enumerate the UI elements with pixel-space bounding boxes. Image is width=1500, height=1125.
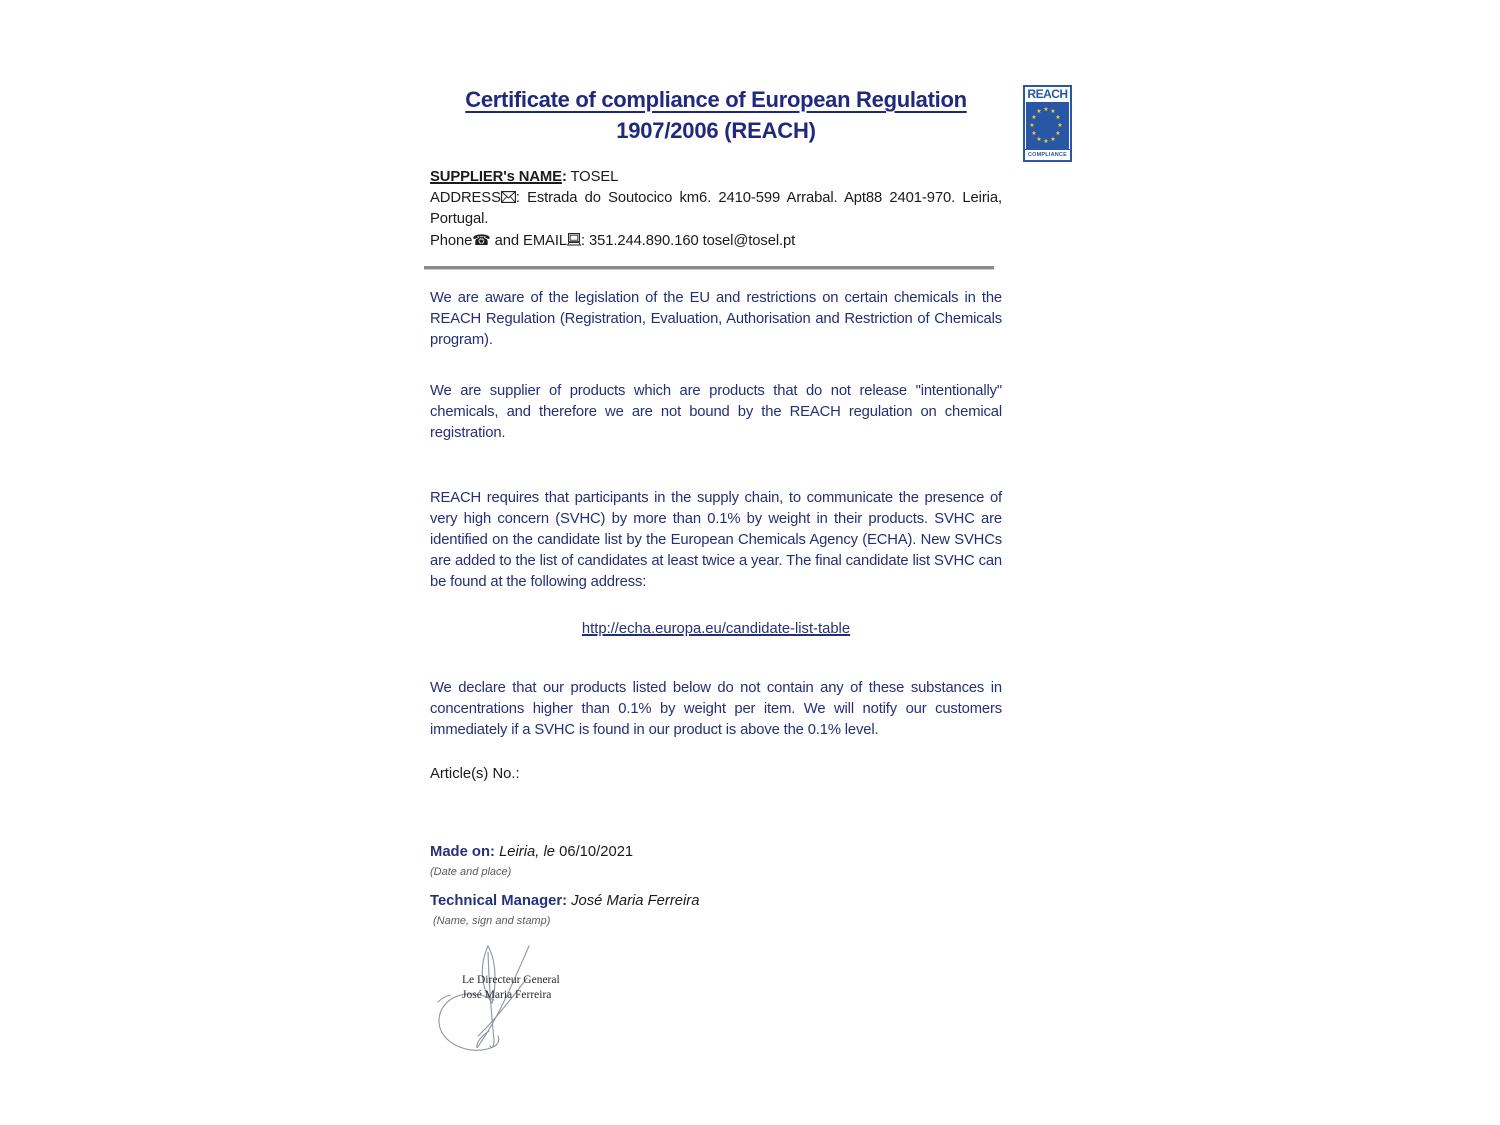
eu-stars-icon bbox=[1026, 102, 1069, 149]
paragraph-reach-requirements: REACH requires that participants in the supply chain, to communicate the presence of very high concern (SVHC) by more than 0.1% by weight in their products. SVHC are identified on the candidate list by the European Chemicals Agency (ECHA). New SVHCs are added to the list of candidates at least twice a year. The final candidate list SVHC can be found at the following address: bbox=[430, 490, 1002, 590]
star-icon: ★ bbox=[1055, 131, 1061, 137]
signature-name-text: José Maria Ferreira bbox=[462, 989, 552, 1001]
logo-reach-label: REACH bbox=[1027, 87, 1068, 101]
star-icon: ★ bbox=[1043, 139, 1049, 145]
made-on-label: Made on: bbox=[430, 844, 495, 860]
star-icon: ★ bbox=[1043, 107, 1049, 113]
star-icon: ★ bbox=[1031, 131, 1037, 137]
contact-value: : 351.244.890.160 tosel@tosel.pt bbox=[580, 233, 796, 249]
made-on-line bbox=[430, 844, 1002, 860]
supplier-name-label: SUPPLIER's NAME bbox=[430, 169, 562, 185]
candidate-list-link-line bbox=[430, 620, 1002, 638]
candidate-list-link[interactable]: http://echa.europa.eu/candidate-list-table bbox=[581, 621, 851, 637]
paragraph-supplier-statement: We are supplier of products which are products that do not release "intentionally" chemicals, and therefore we are not bound by the REACH regulation on chemical registration. bbox=[430, 383, 1002, 441]
made-on-date: 06/10/2021 bbox=[559, 844, 634, 860]
phone-label: Phone bbox=[430, 233, 473, 249]
star-icon: ★ bbox=[1050, 137, 1056, 143]
page-title bbox=[430, 84, 1002, 146]
technical-manager-label: Technical Manager: bbox=[430, 893, 568, 909]
signature-block bbox=[436, 940, 560, 1060]
date-place-caption: (Date and place) bbox=[430, 866, 512, 878]
horizontal-divider bbox=[424, 266, 994, 270]
address-label: ADDRESS bbox=[430, 190, 501, 206]
supplier-name-line bbox=[430, 167, 1002, 188]
email-label: and EMAIL bbox=[490, 233, 567, 249]
phone-icon: ☎ bbox=[472, 232, 491, 249]
signature-title-text: Le Directeur General bbox=[462, 974, 560, 986]
supplier-block bbox=[430, 167, 1002, 252]
star-icon: ★ bbox=[1031, 115, 1037, 121]
title-line-1: Certificate of compliance of European Regulation bbox=[465, 87, 967, 112]
made-on-place: Leiria, le bbox=[494, 844, 560, 860]
technical-manager-value: José Maria Ferreira bbox=[567, 893, 700, 909]
logo-compliance-label: COMPLIANCE bbox=[1025, 149, 1070, 160]
star-icon: ★ bbox=[1036, 137, 1042, 143]
computer-icon bbox=[567, 233, 581, 246]
technical-manager-line bbox=[430, 893, 1002, 909]
signature-scrawl-icon bbox=[436, 940, 560, 1060]
envelope-icon bbox=[501, 191, 516, 203]
supplier-name-colon: : bbox=[561, 169, 567, 185]
star-icon: ★ bbox=[1055, 115, 1061, 121]
reach-compliance-logo bbox=[1023, 85, 1072, 162]
star-icon: ★ bbox=[1057, 123, 1063, 129]
article-number-label: Article(s) No.: bbox=[430, 766, 520, 782]
supplier-address-line bbox=[430, 188, 1002, 230]
address-value: : Estrada do Soutocico km6. 2410-599 Arrabal. Apt88 2401-970. Leiria, Portugal. bbox=[430, 190, 1002, 227]
star-icon: ★ bbox=[1036, 109, 1042, 115]
paragraph-eu-awareness: We are aware of the legislation of the EU and restrictions on certain chemicals in the REACH Regulation (Registration, Evaluation, Authorisation and Restriction of Chemicals program). bbox=[430, 290, 1002, 348]
star-icon: ★ bbox=[1050, 109, 1056, 115]
paragraph-declaration: We declare that our products listed below do not contain any of these substances in concentrations higher than 0.1% by weight per item. We will notify our customers immediately if a SVHC is found in our product is above the 0.1% level. bbox=[430, 680, 1002, 738]
supplier-name-value: TOSEL bbox=[566, 169, 619, 185]
supplier-contact-line bbox=[430, 230, 1002, 252]
title-line-2: 1907/2006 (REACH) bbox=[616, 118, 816, 143]
star-icon: ★ bbox=[1029, 123, 1035, 129]
name-sign-caption: (Name, sign and stamp) bbox=[433, 915, 551, 927]
